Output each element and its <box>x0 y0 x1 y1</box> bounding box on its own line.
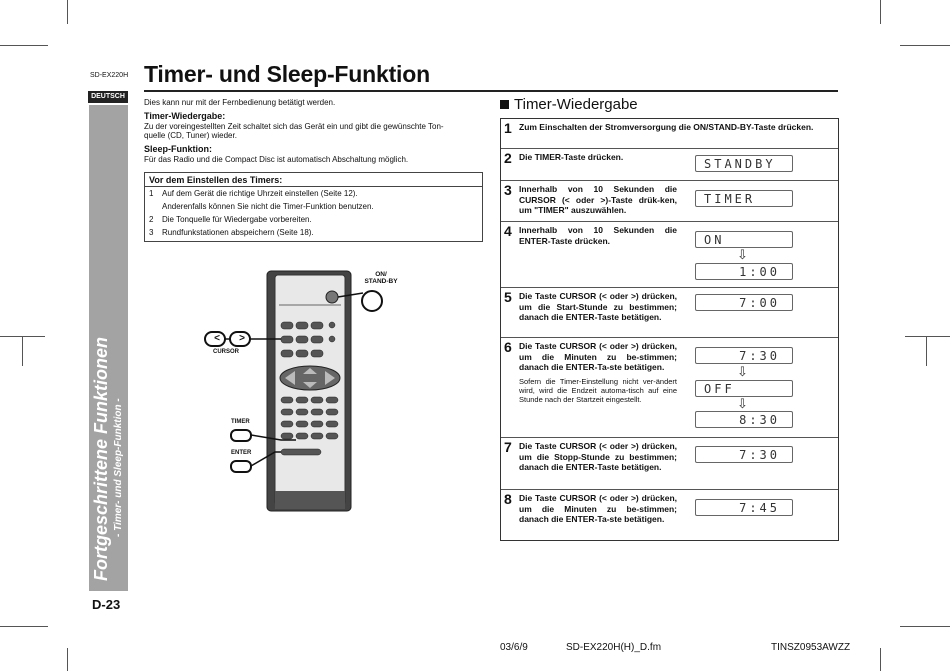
step-number: 7 <box>504 439 512 455</box>
step-row <box>501 181 838 222</box>
sleep-heading: Sleep-Funktion: <box>144 144 212 154</box>
on-standby-label: ON/ STAND-BY <box>364 271 398 285</box>
crop-mark <box>900 45 950 46</box>
lcd-display: 7:45 <box>695 499 793 516</box>
sidebar <box>89 105 128 591</box>
lcd-display: 8:30 <box>695 411 793 428</box>
enter-label: ENTER <box>231 450 252 456</box>
prep-box-title: Vor dem Einstellen des Timers: <box>149 175 283 185</box>
step-row <box>501 490 838 540</box>
step-number: 8 <box>504 491 512 507</box>
timer-text-1: Zu der voreingestellten Zeit schaltet sich das Gerät ein und gibt die gewünschte Ton- <box>144 122 444 131</box>
cursor-left-button[interactable]: < <box>214 333 220 344</box>
step-text: Die Taste CURSOR (< oder >) drücken, um die Minuten zu be-stimmen; danach die ENTER-Ta-ste betätigen. <box>519 493 677 524</box>
lcd-display: 7:30 <box>695 446 793 463</box>
step-number: 3 <box>504 182 512 198</box>
lcd-display: 1:00 <box>695 263 793 280</box>
language-tab: DEUTSCH <box>88 91 128 103</box>
step-number: 1 <box>504 120 512 136</box>
cursor-label: CURSOR <box>213 349 240 355</box>
lcd-display: TIMER <box>695 190 793 207</box>
lcd-display: 7:00 <box>695 294 793 311</box>
remote-control-illustration <box>195 265 405 525</box>
arrow-down-icon: ⇩ <box>737 364 748 379</box>
sidebar-main-title: Fortgeschrittene Funktionen <box>91 336 111 581</box>
step-text: Zum Einschalten der Stromversorgung die ON/STAND-BY-Taste drücken. <box>519 122 814 132</box>
step-row <box>501 222 838 288</box>
prep-item-1-note: Anderenfalls können Sie nicht die Timer-Funktion benutzen. <box>162 202 374 211</box>
lcd-display: ON <box>695 231 793 248</box>
section-title: Timer-Wiedergabe <box>500 96 638 113</box>
prep-item-3-number: 3 <box>149 228 154 237</box>
crop-mark <box>0 626 48 627</box>
lcd-display: 7:30 <box>695 347 793 364</box>
sleep-text: Für das Radio und die Compact Disc ist automatisch Abschaltung möglich. <box>144 155 409 164</box>
crop-mark <box>67 0 68 24</box>
crop-mark <box>0 336 45 337</box>
crop-mark <box>0 45 48 46</box>
step-text: Innerhalb von 10 Sekunden die CURSOR (< oder >)-Taste drük-ken, um "TIMER" auszuwählen. <box>519 184 677 215</box>
timer-heading: Timer-Wiedergabe: <box>144 111 226 121</box>
step-row <box>501 338 838 438</box>
step-number: 2 <box>504 150 512 166</box>
lcd-display: OFF <box>695 380 793 397</box>
prep-item-3: Rundfunkstationen abspeichern (Seite 18). <box>162 228 314 237</box>
crop-mark <box>900 626 950 627</box>
page-number: D-23 <box>92 597 121 612</box>
crop-mark <box>22 336 23 366</box>
step-number: 6 <box>504 339 512 355</box>
step-row <box>501 288 838 338</box>
step-number: 4 <box>504 223 512 239</box>
timer-label: TIMER <box>231 419 250 425</box>
steps-table <box>500 118 839 541</box>
title-rule <box>144 90 838 92</box>
step-text: Die Taste CURSOR (< oder >) drücken, um die Minuten zu be-stimmen; danach die ENTER-Ta-ste betätigen. Sofern die Timer-Einstellung nicht ver-ändert wird, wird die Endzeit automa-tisch auf eine Stunde nach der Startzeit eingestellt. <box>519 341 677 404</box>
cursor-right-button[interactable]: > <box>239 333 245 344</box>
crop-mark <box>880 648 881 671</box>
model-number: SD-EX220H <box>90 72 129 79</box>
step-row <box>501 149 838 181</box>
prep-item-1-number: 1 <box>149 189 154 198</box>
step-text: Die Taste CURSOR (< oder >) drücken, um die Start-Stunde zu bestimmen; danach die ENTER-Taste betätigen. <box>519 291 677 322</box>
timer-text-2: quelle (CD, Tuner) wieder. <box>144 131 237 140</box>
prep-item-1: Auf dem Gerät die richtige Uhrzeit einstellen (Seite 12). <box>162 189 358 198</box>
footer-date: 03/6/9 <box>500 642 528 653</box>
prep-box <box>144 172 483 242</box>
footer-file: SD-EX220H(H)_D.fm <box>566 642 662 653</box>
page-title: Timer- und Sleep-Funktion <box>144 61 430 87</box>
step-row <box>501 119 838 149</box>
arrow-down-icon: ⇩ <box>737 247 748 262</box>
arrow-down-icon: ⇩ <box>737 396 748 411</box>
crop-mark <box>67 648 68 671</box>
prep-item-2: Die Tonquelle für Wiedergabe vorbereiten. <box>162 215 312 224</box>
footer-code: TINSZ0953AWZZ <box>771 642 851 653</box>
step-text: Die TIMER-Taste drücken. <box>519 152 624 162</box>
step-text: Innerhalb von 10 Sekunden die ENTER-Taste drücken. <box>519 225 677 246</box>
lcd-display: STANDBY <box>695 155 793 172</box>
step-number: 5 <box>504 289 512 305</box>
crop-mark <box>880 0 881 24</box>
step-text: Die Taste CURSOR (< oder >) drücken, um die Stopp-Stunde zu bestimmen; danach die ENTER-Taste betätigen. <box>519 441 677 472</box>
intro-line: Dies kann nur mit der Fernbedienung betätigt werden. <box>144 98 336 107</box>
step-row <box>501 438 838 490</box>
sidebar-subtitle: - Timer- und Sleep-Funktion - <box>113 398 124 537</box>
prep-item-2-number: 2 <box>149 215 154 224</box>
crop-mark <box>926 336 927 366</box>
step-note: Sofern die Timer-Einstellung nicht ver-ändert wird, wird die Endzeit automa-tisch auf eine Stunde nach der Startzeit eingestellt. <box>519 376 677 404</box>
crop-mark <box>905 336 950 337</box>
